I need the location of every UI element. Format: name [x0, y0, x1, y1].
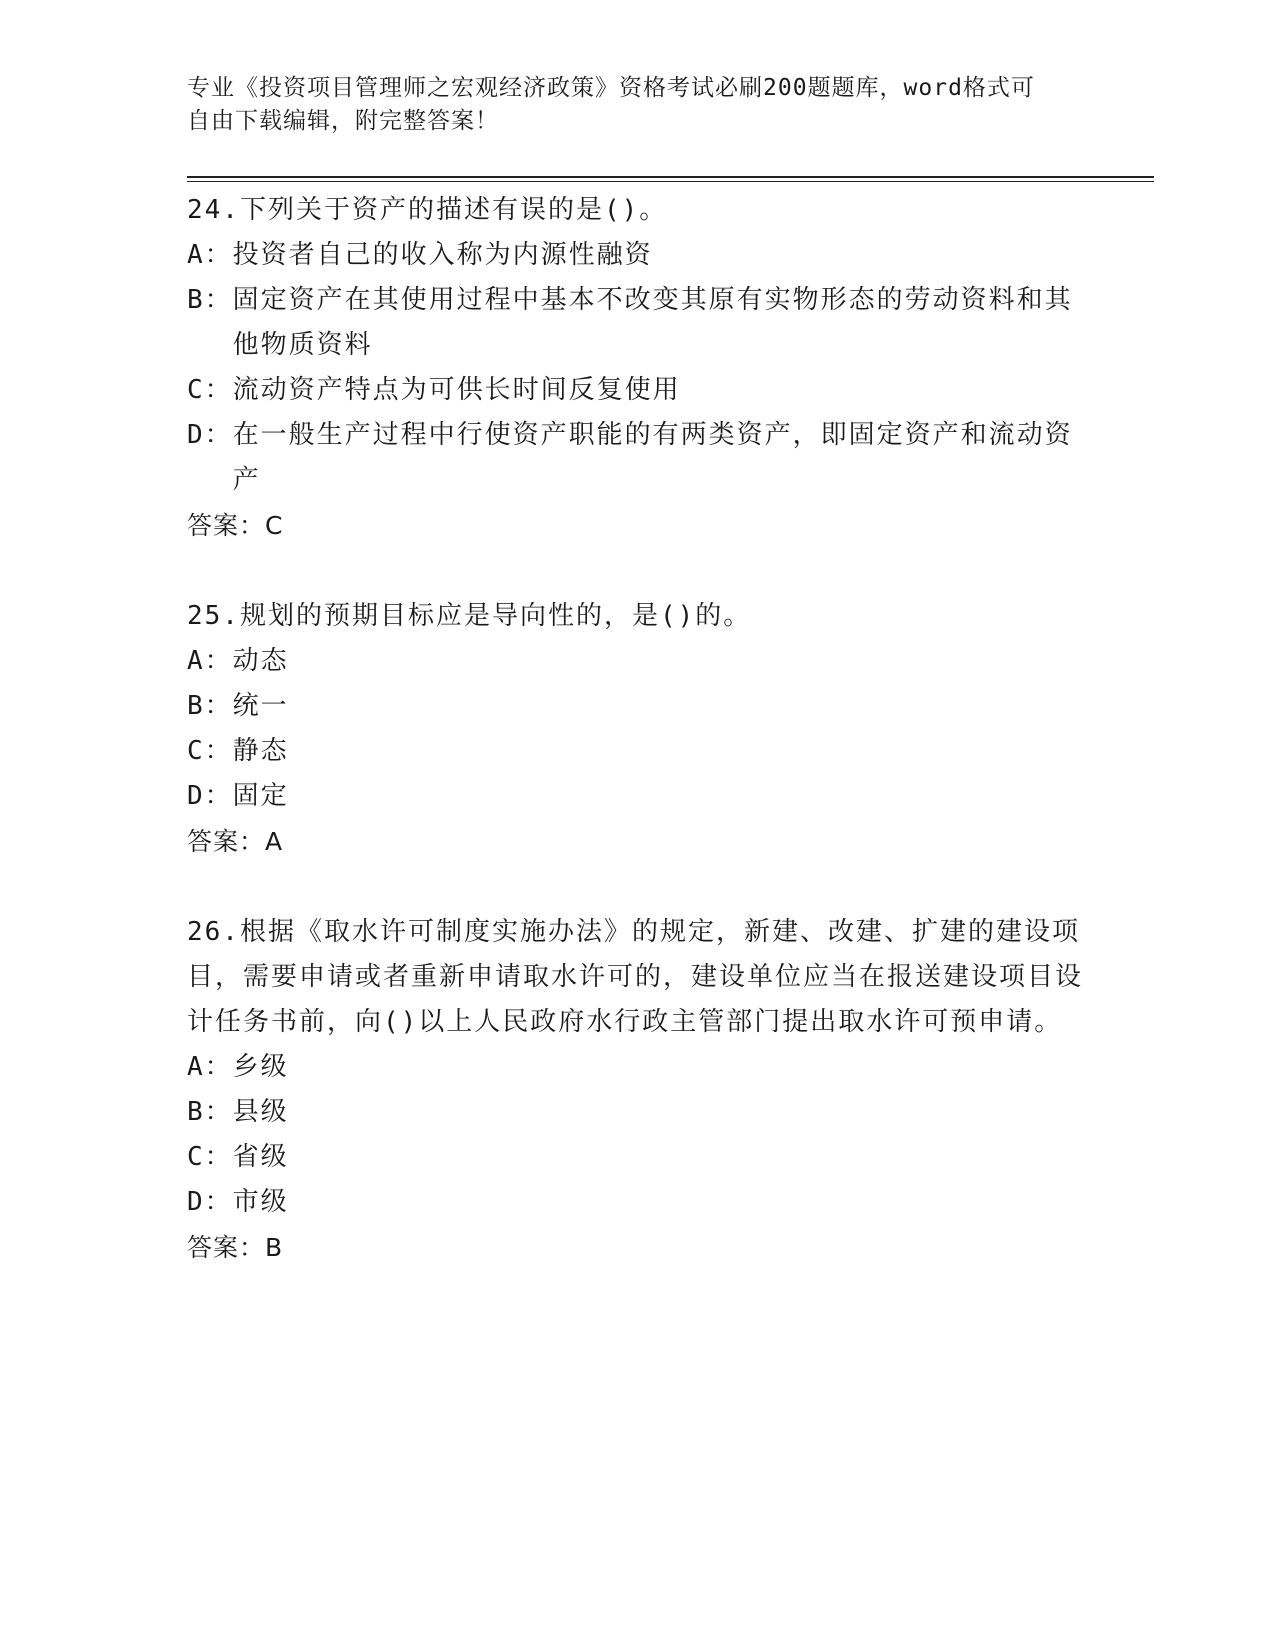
question-25: [187, 594, 1087, 864]
option-a: [187, 233, 1087, 278]
answer-label: 答案：B: [187, 1233, 284, 1262]
option-a: [187, 639, 1087, 684]
option-letter: C：: [187, 1142, 233, 1172]
option-d: [187, 413, 1087, 503]
option-letter: A：: [187, 646, 233, 676]
option-letter: D：: [187, 781, 233, 811]
option-letter: C：: [187, 375, 233, 405]
option-c: [187, 368, 1087, 413]
option-text: 静态: [232, 736, 289, 766]
option-letter: D：: [187, 420, 233, 450]
answer-label: 答案：C: [187, 511, 284, 540]
option-text: 动态: [232, 646, 289, 676]
option-text: 在一般生产过程中行使资产职能的有两类资产，即固定资产和流动资产: [232, 420, 1073, 495]
header-line-1: 专业《投资项目管理师之宏观经济政策》资格考试必刷200题题库，word格式可: [187, 75, 1035, 101]
option-d: [187, 1180, 1087, 1225]
answer-label: 答案：A: [187, 827, 284, 856]
option-text: 市级: [232, 1187, 289, 1217]
option-b: [187, 684, 1087, 729]
option-text: 固定资产在其使用过程中基本不改变其原有实物形态的劳动资料和其他物质资料: [232, 285, 1073, 360]
option-text: 流动资产特点为可供长时间反复使用: [232, 375, 681, 405]
option-letter: A：: [187, 240, 233, 270]
question-list: [187, 188, 1087, 1316]
option-b: [187, 278, 1087, 368]
question-26: [187, 910, 1087, 1270]
option-letter: B：: [187, 691, 233, 721]
option-letter: A：: [187, 1052, 233, 1082]
question-stem: 24.下列关于资产的描述有误的是()。: [187, 195, 668, 225]
question-24: [187, 188, 1087, 548]
option-text: 固定: [232, 781, 289, 811]
option-letter: B：: [187, 285, 233, 315]
document-header: [187, 72, 1067, 138]
option-text: 统一: [232, 691, 289, 721]
option-letter: D：: [187, 1187, 233, 1217]
option-c: [187, 1135, 1087, 1180]
header-line-2: 自由下载编辑，附完整答案！: [187, 108, 499, 134]
option-text: 乡级: [232, 1052, 289, 1082]
option-c: [187, 729, 1087, 774]
question-stem: 26.根据《取水许可制度实施办法》的规定，新建、改建、扩建的建设项目，需要申请或者重新申请取水许可的，建设单位应当在报送建设项目设计任务书前，向()以上人民政府水行政主管部门提出取水许可预申请。: [187, 917, 1084, 1037]
option-a: [187, 1045, 1087, 1090]
option-d: [187, 774, 1087, 819]
header-divider-thick: [187, 176, 1154, 178]
option-b: [187, 1090, 1087, 1135]
option-text: 投资者自己的收入称为内源性融资: [232, 240, 653, 270]
header-divider-thin: [187, 181, 1154, 182]
option-text: 省级: [232, 1142, 289, 1172]
option-letter: B：: [187, 1097, 233, 1127]
option-text: 县级: [232, 1097, 289, 1127]
question-stem: 25.规划的预期目标应是导向性的，是()的。: [187, 601, 752, 631]
option-letter: C：: [187, 736, 233, 766]
